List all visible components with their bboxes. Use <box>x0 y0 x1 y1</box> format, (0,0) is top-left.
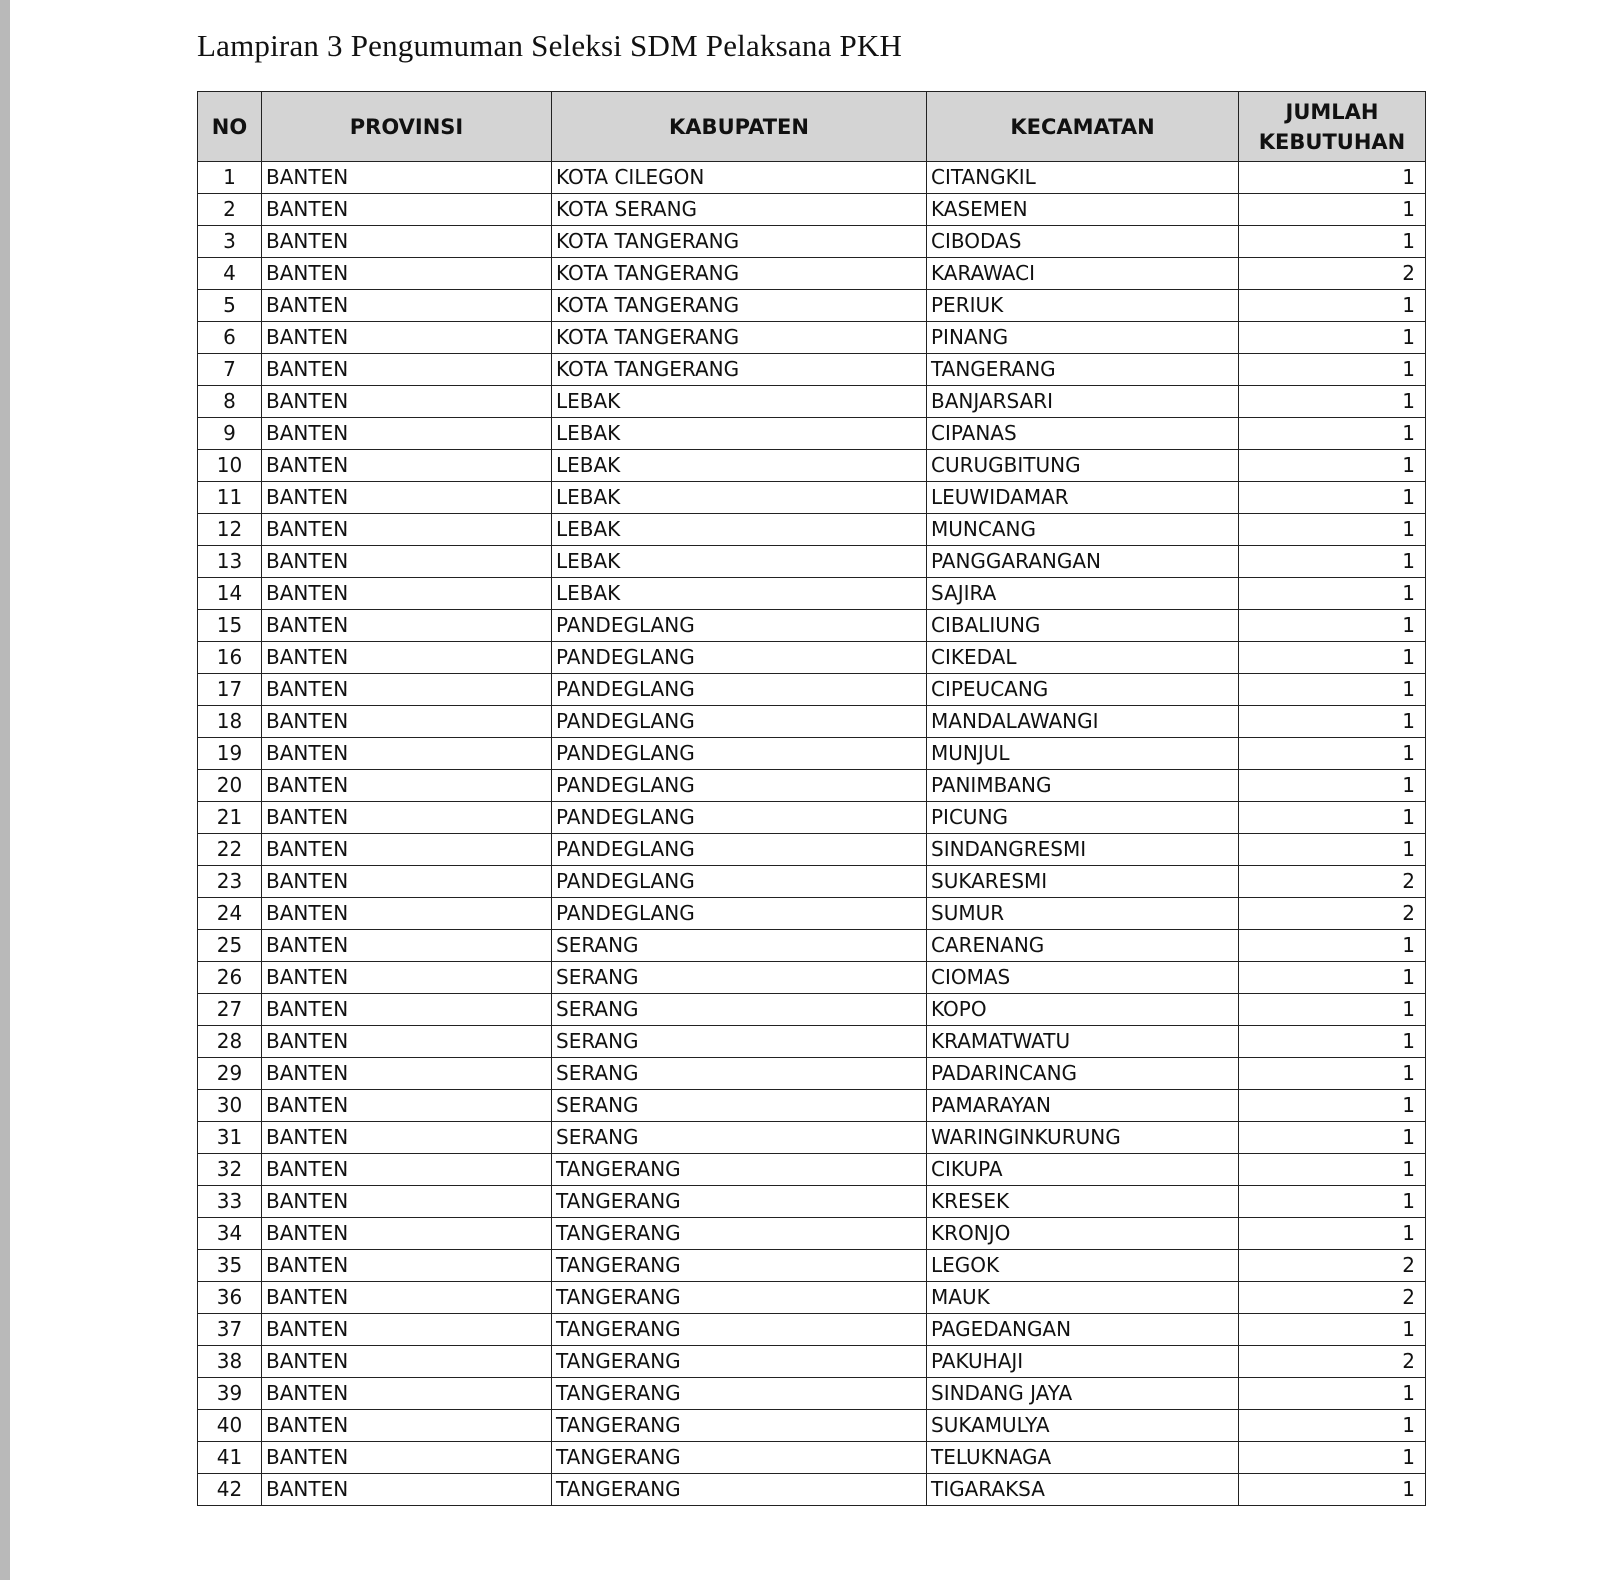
cell-provinsi: BANTEN <box>262 482 552 514</box>
cell-kecamatan: KRESEK <box>927 1186 1239 1218</box>
cell-no: 41 <box>198 1442 262 1474</box>
table-row <box>198 1250 1426 1282</box>
cell-no: 27 <box>198 994 262 1026</box>
cell-provinsi: BANTEN <box>262 1122 552 1154</box>
cell-no: 1 <box>198 162 262 194</box>
cell-kecamatan: CARENANG <box>927 930 1239 962</box>
cell-kecamatan: CIPANAS <box>927 418 1239 450</box>
table-row <box>198 898 1426 930</box>
cell-kabupaten: LEBAK <box>552 482 927 514</box>
cell-kecamatan: SUKAMULYA <box>927 1410 1239 1442</box>
cell-provinsi: BANTEN <box>262 738 552 770</box>
cell-no: 36 <box>198 1282 262 1314</box>
table-row <box>198 546 1426 578</box>
page-title: Lampiran 3 Pengumuman Seleksi SDM Pelaksana PKH <box>197 28 903 63</box>
cell-jumlah-kebutuhan: 1 <box>1239 1218 1426 1250</box>
table-row <box>198 866 1426 898</box>
cell-kecamatan: MAUK <box>927 1282 1239 1314</box>
cell-kabupaten: SERANG <box>552 1058 927 1090</box>
cell-jumlah-kebutuhan: 1 <box>1239 418 1426 450</box>
cell-kecamatan: MUNJUL <box>927 738 1239 770</box>
cell-no: 8 <box>198 386 262 418</box>
cell-jumlah-kebutuhan: 1 <box>1239 1026 1426 1058</box>
cell-kabupaten: TANGERANG <box>552 1410 927 1442</box>
table-row <box>198 386 1426 418</box>
cell-provinsi: BANTEN <box>262 674 552 706</box>
cell-no: 34 <box>198 1218 262 1250</box>
cell-kecamatan: SAJIRA <box>927 578 1239 610</box>
table-row <box>198 738 1426 770</box>
table-header <box>198 92 1426 162</box>
table-row <box>198 802 1426 834</box>
cell-jumlah-kebutuhan: 1 <box>1239 1122 1426 1154</box>
cell-kecamatan: KRONJO <box>927 1218 1239 1250</box>
cell-kabupaten: PANDEGLANG <box>552 674 927 706</box>
cell-kabupaten: KOTA SERANG <box>552 194 927 226</box>
cell-kabupaten: LEBAK <box>552 546 927 578</box>
cell-jumlah-kebutuhan: 2 <box>1239 1346 1426 1378</box>
table-row <box>198 1410 1426 1442</box>
cell-kecamatan: PANIMBANG <box>927 770 1239 802</box>
cell-kabupaten: KOTA TANGERANG <box>552 322 927 354</box>
cell-provinsi: BANTEN <box>262 866 552 898</box>
cell-kabupaten: KOTA TANGERANG <box>552 226 927 258</box>
cell-kecamatan: PINANG <box>927 322 1239 354</box>
table-row <box>198 1442 1426 1474</box>
cell-kecamatan: SINDANG JAYA <box>927 1378 1239 1410</box>
cell-jumlah-kebutuhan: 1 <box>1239 1378 1426 1410</box>
cell-jumlah-kebutuhan: 1 <box>1239 578 1426 610</box>
cell-kabupaten: SERANG <box>552 1026 927 1058</box>
cell-no: 40 <box>198 1410 262 1442</box>
cell-kabupaten: TANGERANG <box>552 1346 927 1378</box>
table-row <box>198 770 1426 802</box>
cell-provinsi: BANTEN <box>262 578 552 610</box>
cell-kabupaten: PANDEGLANG <box>552 866 927 898</box>
cell-jumlah-kebutuhan: 1 <box>1239 290 1426 322</box>
cell-provinsi: BANTEN <box>262 546 552 578</box>
cell-jumlah-kebutuhan: 1 <box>1239 770 1426 802</box>
cell-no: 28 <box>198 1026 262 1058</box>
table-row <box>198 1154 1426 1186</box>
cell-kecamatan: KASEMEN <box>927 194 1239 226</box>
cell-no: 17 <box>198 674 262 706</box>
cell-kecamatan: MANDALAWANGI <box>927 706 1239 738</box>
cell-jumlah-kebutuhan: 1 <box>1239 386 1426 418</box>
cell-jumlah-kebutuhan: 1 <box>1239 482 1426 514</box>
cell-jumlah-kebutuhan: 1 <box>1239 1154 1426 1186</box>
cell-kecamatan: PAKUHAJI <box>927 1346 1239 1378</box>
cell-kecamatan: CIBODAS <box>927 226 1239 258</box>
cell-jumlah-kebutuhan: 1 <box>1239 194 1426 226</box>
cell-kecamatan: BANJARSARI <box>927 386 1239 418</box>
cell-provinsi: BANTEN <box>262 1090 552 1122</box>
table-row <box>198 162 1426 194</box>
cell-no: 5 <box>198 290 262 322</box>
cell-no: 33 <box>198 1186 262 1218</box>
cell-kabupaten: TANGERANG <box>552 1314 927 1346</box>
cell-kabupaten: TANGERANG <box>552 1186 927 1218</box>
header-jumlah-line1: JUMLAH <box>1285 99 1379 124</box>
cell-kabupaten: SERANG <box>552 1090 927 1122</box>
cell-kabupaten: LEBAK <box>552 450 927 482</box>
cell-provinsi: BANTEN <box>262 1026 552 1058</box>
cell-kecamatan: WARINGINKURUNG <box>927 1122 1239 1154</box>
cell-provinsi: BANTEN <box>262 1250 552 1282</box>
cell-no: 20 <box>198 770 262 802</box>
header-no: NO <box>198 92 262 162</box>
cell-jumlah-kebutuhan: 2 <box>1239 866 1426 898</box>
cell-provinsi: BANTEN <box>262 834 552 866</box>
cell-jumlah-kebutuhan: 1 <box>1239 706 1426 738</box>
cell-no: 10 <box>198 450 262 482</box>
header-jumlah-line2: KEBUTUHAN <box>1258 129 1406 154</box>
cell-kecamatan: PANGGARANGAN <box>927 546 1239 578</box>
cell-jumlah-kebutuhan: 1 <box>1239 674 1426 706</box>
cell-provinsi: BANTEN <box>262 1058 552 1090</box>
cell-kabupaten: KOTA TANGERANG <box>552 354 927 386</box>
header-jumlah-kebutuhan <box>1239 92 1426 162</box>
cell-kecamatan: PERIUK <box>927 290 1239 322</box>
table-row <box>198 1090 1426 1122</box>
cell-jumlah-kebutuhan: 2 <box>1239 898 1426 930</box>
cell-provinsi: BANTEN <box>262 322 552 354</box>
cell-jumlah-kebutuhan: 1 <box>1239 738 1426 770</box>
cell-jumlah-kebutuhan: 1 <box>1239 994 1426 1026</box>
cell-kabupaten: TANGERANG <box>552 1218 927 1250</box>
cell-provinsi: BANTEN <box>262 290 552 322</box>
cell-kabupaten: TANGERANG <box>552 1474 927 1506</box>
cell-jumlah-kebutuhan: 1 <box>1239 546 1426 578</box>
cell-no: 31 <box>198 1122 262 1154</box>
cell-kecamatan: CIPEUCANG <box>927 674 1239 706</box>
cell-jumlah-kebutuhan: 1 <box>1239 1474 1426 1506</box>
cell-no: 6 <box>198 322 262 354</box>
cell-jumlah-kebutuhan: 1 <box>1239 1410 1426 1442</box>
cell-no: 11 <box>198 482 262 514</box>
cell-no: 22 <box>198 834 262 866</box>
cell-no: 12 <box>198 514 262 546</box>
cell-no: 16 <box>198 642 262 674</box>
cell-provinsi: BANTEN <box>262 1282 552 1314</box>
cell-kabupaten: LEBAK <box>552 386 927 418</box>
cell-provinsi: BANTEN <box>262 642 552 674</box>
cell-no: 21 <box>198 802 262 834</box>
cell-jumlah-kebutuhan: 1 <box>1239 1186 1426 1218</box>
table-row <box>198 994 1426 1026</box>
cell-provinsi: BANTEN <box>262 898 552 930</box>
cell-provinsi: BANTEN <box>262 1410 552 1442</box>
cell-no: 37 <box>198 1314 262 1346</box>
table-row <box>198 1122 1426 1154</box>
cell-provinsi: BANTEN <box>262 386 552 418</box>
cell-provinsi: BANTEN <box>262 962 552 994</box>
cell-provinsi: BANTEN <box>262 1346 552 1378</box>
cell-kabupaten: PANDEGLANG <box>552 834 927 866</box>
cell-provinsi: BANTEN <box>262 418 552 450</box>
header-row <box>198 92 1426 162</box>
cell-kabupaten: TANGERANG <box>552 1154 927 1186</box>
cell-provinsi: BANTEN <box>262 706 552 738</box>
cell-provinsi: BANTEN <box>262 1474 552 1506</box>
cell-kecamatan: CIBALIUNG <box>927 610 1239 642</box>
cell-kecamatan: KRAMATWATU <box>927 1026 1239 1058</box>
cell-no: 42 <box>198 1474 262 1506</box>
cell-provinsi: BANTEN <box>262 226 552 258</box>
table-body <box>198 162 1426 1506</box>
cell-kecamatan: PICUNG <box>927 802 1239 834</box>
cell-jumlah-kebutuhan: 1 <box>1239 514 1426 546</box>
cell-no: 24 <box>198 898 262 930</box>
cell-kabupaten: TANGERANG <box>552 1250 927 1282</box>
table-row <box>198 1186 1426 1218</box>
cell-jumlah-kebutuhan: 1 <box>1239 962 1426 994</box>
cell-jumlah-kebutuhan: 1 <box>1239 802 1426 834</box>
cell-no: 32 <box>198 1154 262 1186</box>
cell-kecamatan: CIKEDAL <box>927 642 1239 674</box>
table-row <box>198 1058 1426 1090</box>
table-row <box>198 258 1426 290</box>
cell-no: 18 <box>198 706 262 738</box>
cell-jumlah-kebutuhan: 1 <box>1239 162 1426 194</box>
cell-provinsi: BANTEN <box>262 610 552 642</box>
header-kecamatan: KECAMATAN <box>927 92 1239 162</box>
page-edge-shadow <box>0 0 10 1580</box>
cell-kabupaten: KOTA TANGERANG <box>552 258 927 290</box>
cell-kabupaten: PANDEGLANG <box>552 738 927 770</box>
cell-kecamatan: CIKUPA <box>927 1154 1239 1186</box>
cell-jumlah-kebutuhan: 1 <box>1239 354 1426 386</box>
cell-jumlah-kebutuhan: 1 <box>1239 1314 1426 1346</box>
table-row <box>198 706 1426 738</box>
header-kabupaten: KABUPATEN <box>552 92 927 162</box>
cell-jumlah-kebutuhan: 2 <box>1239 1250 1426 1282</box>
cell-provinsi: BANTEN <box>262 1442 552 1474</box>
table-row <box>198 514 1426 546</box>
cell-kabupaten: SERANG <box>552 1122 927 1154</box>
cell-kecamatan: CITANGKIL <box>927 162 1239 194</box>
table-row <box>198 1314 1426 1346</box>
cell-jumlah-kebutuhan: 1 <box>1239 1090 1426 1122</box>
cell-kabupaten: SERANG <box>552 994 927 1026</box>
cell-no: 9 <box>198 418 262 450</box>
cell-kabupaten: PANDEGLANG <box>552 642 927 674</box>
cell-kabupaten: TANGERANG <box>552 1282 927 1314</box>
cell-kecamatan: PAGEDANGAN <box>927 1314 1239 1346</box>
table-row <box>198 1378 1426 1410</box>
cell-jumlah-kebutuhan: 2 <box>1239 258 1426 290</box>
cell-kabupaten: LEBAK <box>552 418 927 450</box>
table-row <box>198 482 1426 514</box>
cell-kecamatan: KARAWACI <box>927 258 1239 290</box>
table-row <box>198 322 1426 354</box>
cell-kabupaten: PANDEGLANG <box>552 770 927 802</box>
table-row <box>198 930 1426 962</box>
cell-kecamatan: SINDANGRESMI <box>927 834 1239 866</box>
cell-no: 15 <box>198 610 262 642</box>
cell-no: 23 <box>198 866 262 898</box>
cell-kabupaten: LEBAK <box>552 578 927 610</box>
cell-kabupaten: TANGERANG <box>552 1378 927 1410</box>
table-row <box>198 610 1426 642</box>
cell-provinsi: BANTEN <box>262 1314 552 1346</box>
cell-no: 2 <box>198 194 262 226</box>
cell-kabupaten: PANDEGLANG <box>552 706 927 738</box>
cell-no: 38 <box>198 1346 262 1378</box>
cell-provinsi: BANTEN <box>262 514 552 546</box>
cell-kecamatan: MUNCANG <box>927 514 1239 546</box>
cell-kecamatan: SUKARESMI <box>927 866 1239 898</box>
cell-no: 3 <box>198 226 262 258</box>
cell-no: 26 <box>198 962 262 994</box>
cell-jumlah-kebutuhan: 1 <box>1239 930 1426 962</box>
cell-no: 25 <box>198 930 262 962</box>
table-row <box>198 642 1426 674</box>
cell-jumlah-kebutuhan: 2 <box>1239 1282 1426 1314</box>
cell-no: 39 <box>198 1378 262 1410</box>
cell-jumlah-kebutuhan: 1 <box>1239 834 1426 866</box>
table-row <box>198 194 1426 226</box>
cell-kabupaten: SERANG <box>552 930 927 962</box>
cell-provinsi: BANTEN <box>262 194 552 226</box>
cell-kecamatan: TIGARAKSA <box>927 1474 1239 1506</box>
cell-provinsi: BANTEN <box>262 1218 552 1250</box>
cell-no: 4 <box>198 258 262 290</box>
cell-kecamatan: PADARINCANG <box>927 1058 1239 1090</box>
table-row <box>198 1218 1426 1250</box>
cell-kecamatan: TELUKNAGA <box>927 1442 1239 1474</box>
cell-kecamatan: TANGERANG <box>927 354 1239 386</box>
table-row <box>198 1474 1426 1506</box>
cell-kabupaten: TANGERANG <box>552 1442 927 1474</box>
table-row <box>198 674 1426 706</box>
cell-kecamatan: KOPO <box>927 994 1239 1026</box>
cell-no: 7 <box>198 354 262 386</box>
cell-jumlah-kebutuhan: 1 <box>1239 610 1426 642</box>
cell-no: 19 <box>198 738 262 770</box>
cell-jumlah-kebutuhan: 1 <box>1239 1058 1426 1090</box>
table-row <box>198 354 1426 386</box>
data-table <box>197 91 1426 1506</box>
cell-provinsi: BANTEN <box>262 802 552 834</box>
cell-kecamatan: CIOMAS <box>927 962 1239 994</box>
cell-kecamatan: SUMUR <box>927 898 1239 930</box>
cell-kecamatan: PAMARAYAN <box>927 1090 1239 1122</box>
cell-no: 30 <box>198 1090 262 1122</box>
cell-provinsi: BANTEN <box>262 1186 552 1218</box>
cell-provinsi: BANTEN <box>262 770 552 802</box>
cell-provinsi: BANTEN <box>262 994 552 1026</box>
cell-no: 35 <box>198 1250 262 1282</box>
cell-provinsi: BANTEN <box>262 1154 552 1186</box>
cell-no: 29 <box>198 1058 262 1090</box>
cell-jumlah-kebutuhan: 1 <box>1239 642 1426 674</box>
cell-provinsi: BANTEN <box>262 1378 552 1410</box>
table-row <box>198 962 1426 994</box>
cell-kabupaten: KOTA TANGERANG <box>552 290 927 322</box>
cell-kecamatan: LEGOK <box>927 1250 1239 1282</box>
table-row <box>198 450 1426 482</box>
cell-provinsi: BANTEN <box>262 450 552 482</box>
cell-kabupaten: KOTA CILEGON <box>552 162 927 194</box>
cell-kabupaten: SERANG <box>552 962 927 994</box>
cell-provinsi: BANTEN <box>262 162 552 194</box>
cell-jumlah-kebutuhan: 1 <box>1239 226 1426 258</box>
cell-jumlah-kebutuhan: 1 <box>1239 322 1426 354</box>
cell-kabupaten: PANDEGLANG <box>552 610 927 642</box>
cell-jumlah-kebutuhan: 1 <box>1239 450 1426 482</box>
table-row <box>198 1026 1426 1058</box>
cell-kabupaten: PANDEGLANG <box>552 898 927 930</box>
cell-kabupaten: LEBAK <box>552 514 927 546</box>
cell-kecamatan: LEUWIDAMAR <box>927 482 1239 514</box>
table-row <box>198 290 1426 322</box>
cell-no: 13 <box>198 546 262 578</box>
cell-kabupaten: PANDEGLANG <box>552 802 927 834</box>
table-row <box>198 834 1426 866</box>
table-row <box>198 226 1426 258</box>
cell-provinsi: BANTEN <box>262 354 552 386</box>
header-provinsi: PROVINSI <box>262 92 552 162</box>
cell-kecamatan: CURUGBITUNG <box>927 450 1239 482</box>
table-row <box>198 1346 1426 1378</box>
table-row <box>198 1282 1426 1314</box>
cell-provinsi: BANTEN <box>262 930 552 962</box>
cell-jumlah-kebutuhan: 1 <box>1239 1442 1426 1474</box>
table-row <box>198 578 1426 610</box>
cell-no: 14 <box>198 578 262 610</box>
table-row <box>198 418 1426 450</box>
cell-provinsi: BANTEN <box>262 258 552 290</box>
